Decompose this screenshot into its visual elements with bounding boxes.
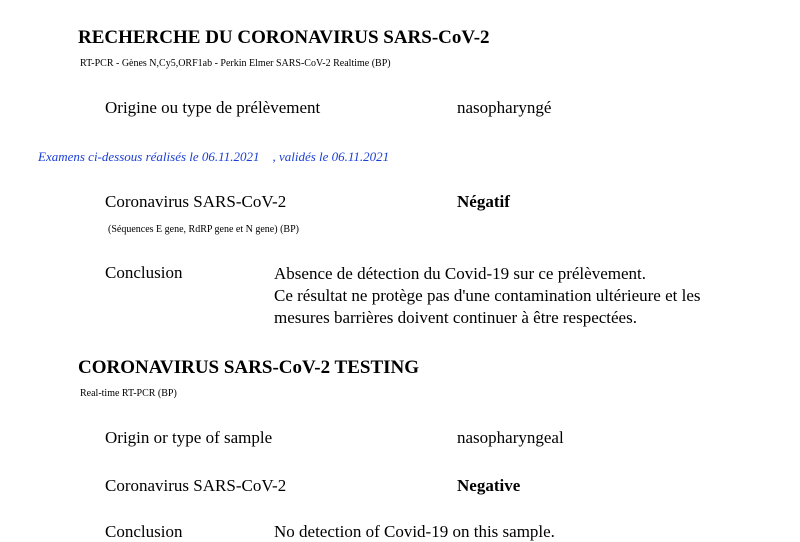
test-sub-fr: (Séquences E gene, RdRP gene et N gene) (BP) xyxy=(108,224,299,235)
exam-dates-note: Examens ci-dessous réalisés le 06.11.2021 , validés le 06.11.2021 xyxy=(38,149,390,164)
origin-label-fr: Origine ou type de prélèvement xyxy=(105,98,321,117)
conclusion-line: mesures barrières doivent continuer à être respectées. xyxy=(274,308,637,327)
conclusion-line: Ce résultat ne protège pas d'une contamination ultérieure et les xyxy=(274,286,701,305)
test-label-fr: Coronavirus SARS-CoV-2 xyxy=(105,192,287,211)
conclusion-line: Absence de détection du Covid-19 sur ce prélèvement. xyxy=(274,264,646,283)
origin-label-en: Origin or type of sample xyxy=(105,428,273,447)
conclusion-label-en: Conclusion xyxy=(105,522,183,541)
conclusion-text-fr xyxy=(274,263,701,329)
test-result-en: Negative xyxy=(457,476,521,495)
origin-value-fr: nasopharyngé xyxy=(457,98,552,117)
conclusion-text-en: No detection of Covid-19 on this sample. xyxy=(274,522,555,541)
test-label-en: Coronavirus SARS-CoV-2 xyxy=(105,476,287,495)
section-title-fr: RECHERCHE DU CORONAVIRUS SARS-CoV-2 xyxy=(78,27,490,48)
method-en: Real-time RT-PCR (BP) xyxy=(80,388,177,399)
test-result-fr: Négatif xyxy=(457,192,510,211)
section-title-en: CORONAVIRUS SARS-CoV-2 TESTING xyxy=(78,357,420,378)
origin-value-en: nasopharyngeal xyxy=(457,428,564,447)
method-fr: RT-PCR - Gènes N,Cy5,ORF1ab - Perkin Elmer SARS-CoV-2 Realtime (BP) xyxy=(80,58,391,69)
conclusion-label-fr: Conclusion xyxy=(105,263,183,282)
